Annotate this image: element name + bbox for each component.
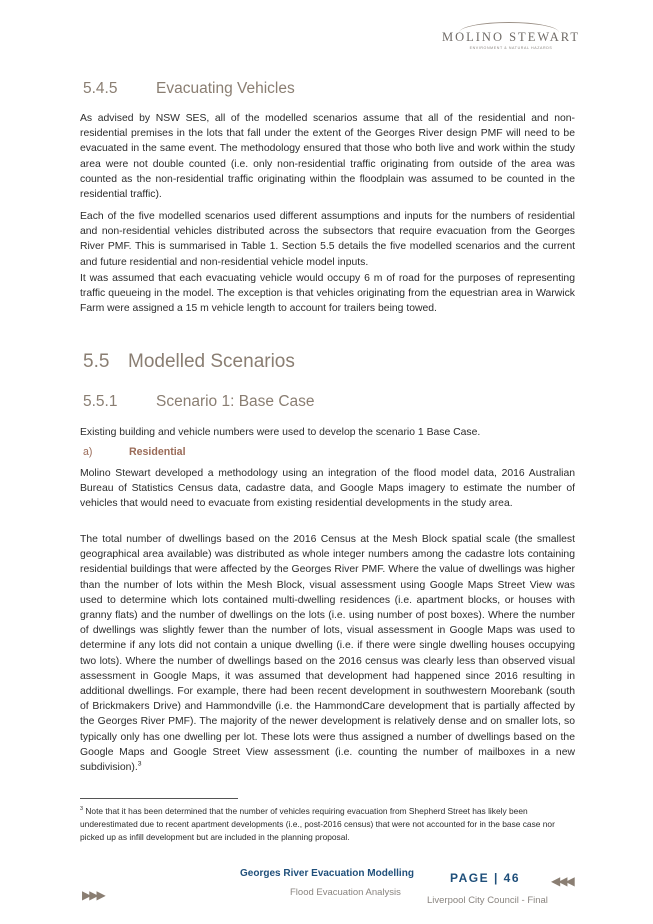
subheading-title: Residential xyxy=(129,446,186,458)
subheading-number: a) xyxy=(83,446,93,458)
logo-tagline: ENVIRONMENT & NATURAL HAZARDS xyxy=(469,46,553,50)
arrows-right-icon: ▶▶▶ xyxy=(82,888,104,902)
footer-client: Liverpool City Council - Final xyxy=(427,895,548,906)
logo-name: MOLINO STEWART xyxy=(441,30,580,44)
footer-title: Georges River Evacuation Modelling xyxy=(240,868,414,879)
paragraph xyxy=(80,532,575,775)
page-number: PAGE | 46 xyxy=(450,871,520,885)
footnote-text: Note that it has been determined that the number of vehicles requiring evacuation from Shepherd Street has likely been underestimated due to recent apartment developments (i.e., post-2016 census) that were not accounted for in the base case nor picked up as infill development but are included in the planning proposal. xyxy=(80,806,555,842)
heading-number: 5.5.1 xyxy=(83,393,118,410)
arrows-left-icon: ◀◀◀ xyxy=(551,874,573,888)
paragraph: Existing building and vehicle numbers were used to develop the scenario 1 Base Case. xyxy=(80,427,481,438)
heading-5-5 xyxy=(83,351,295,373)
logo-arc-decoration xyxy=(459,22,559,43)
company-logo xyxy=(441,30,581,50)
footer-subtitle: Flood Evacuation Analysis xyxy=(290,887,401,898)
paragraph: Molino Stewart developed a methodology using an integration of the flood model data, 2016 Australian Bureau of Statistics Census data, cadastre data, and Google Maps imagery to estimate the number of vehicles that would need to evacuate from existing residential developments in the study area. xyxy=(80,468,575,510)
heading-title: Evacuating Vehicles xyxy=(156,80,295,97)
heading-title: Scenario 1: Base Case xyxy=(156,393,315,410)
paragraph: As advised by NSW SES, all of the modelled scenarios assume that all of the residential and non-residential premises in the lots that fall under the extent of the Georges River design PMF will need to be evacuated in the same event. The methodology ensured that those who both live and work within the study area were not double counted (i.e. only non-residential traffic originating from outside of the area was counted as the non-residential traffic originating within the floodplain was assumed to be counted in the residential traffic). xyxy=(80,113,575,201)
heading-5-5-1 xyxy=(83,393,315,411)
footnote-divider xyxy=(80,798,238,799)
footnote-reference[interactable]: 3 xyxy=(137,760,142,768)
footnote xyxy=(80,805,575,844)
heading-number: 5.5 xyxy=(83,351,110,372)
heading-5-4-5 xyxy=(83,80,295,98)
footnote-marker: 3 xyxy=(80,806,84,813)
subheading-residential xyxy=(83,446,186,458)
paragraph: It was assumed that each evacuating vehicle would occupy 6 m of road for the purposes of representing traffic queueing in the model. The exception is that vehicles originating from the equestrian area in Warwick Farm were assigned a 15 m vehicle length to account for trailers being towed. xyxy=(80,273,575,315)
heading-number: 5.4.5 xyxy=(83,80,118,97)
paragraph-text: The total number of dwellings based on the 2016 Census at the Mesh Block spatial scale (the smallest geographical area available) was distributed as whole integer numbers among the cadastre lots containing residential buildings that were affected by the Georges River PMF. Where the value of dwellings was higher than the number of lots within the Mesh Block, visual assessment using Google Maps Street View was used to determine which lots contained multi-dwelling residences (i.e. apartment blocks, or houses with granny flats) and the number of dwellings on the lots (i.e. using number of post boxes). Where the number of dwellings was slightly fewer than the number of lots, visual assessment in Google Maps was used to determine if any lots did not contain a unique dwelling (i.e. if there were single dwelling houses occupying two lots). Where the number of dwellings based on the 2016 census was clearly less than observed visual assessment in Google Maps, it was assumed that development had happened since 2016 resulting in additional dwellings. For example, there had been recent development in southwestern Moorebank (south of Brickmakers Drive) and Hammondville (i.e. the HammondCare development that is partially affected by the Georges River PMF). The majority of the newer development is relatively dense and on smaller lots, so typically only has one dwelling per lot. These lots were thus assigned a number of dwellings based on the Google Maps and Google Street View assessment (i.e. counting the number of mailboxes in a new subdivision). xyxy=(80,534,575,774)
paragraph: Each of the five modelled scenarios used different assumptions and inputs for the numbers of residential and non-residential vehicles distributed across the subsectors that require evacuation from the Georges River PMF. This is summarised in Table 1. Section 5.5 details the five modelled scenarios and the current and future residential and non-residential vehicle model inputs. xyxy=(80,211,575,268)
heading-title: Modelled Scenarios xyxy=(128,351,295,372)
